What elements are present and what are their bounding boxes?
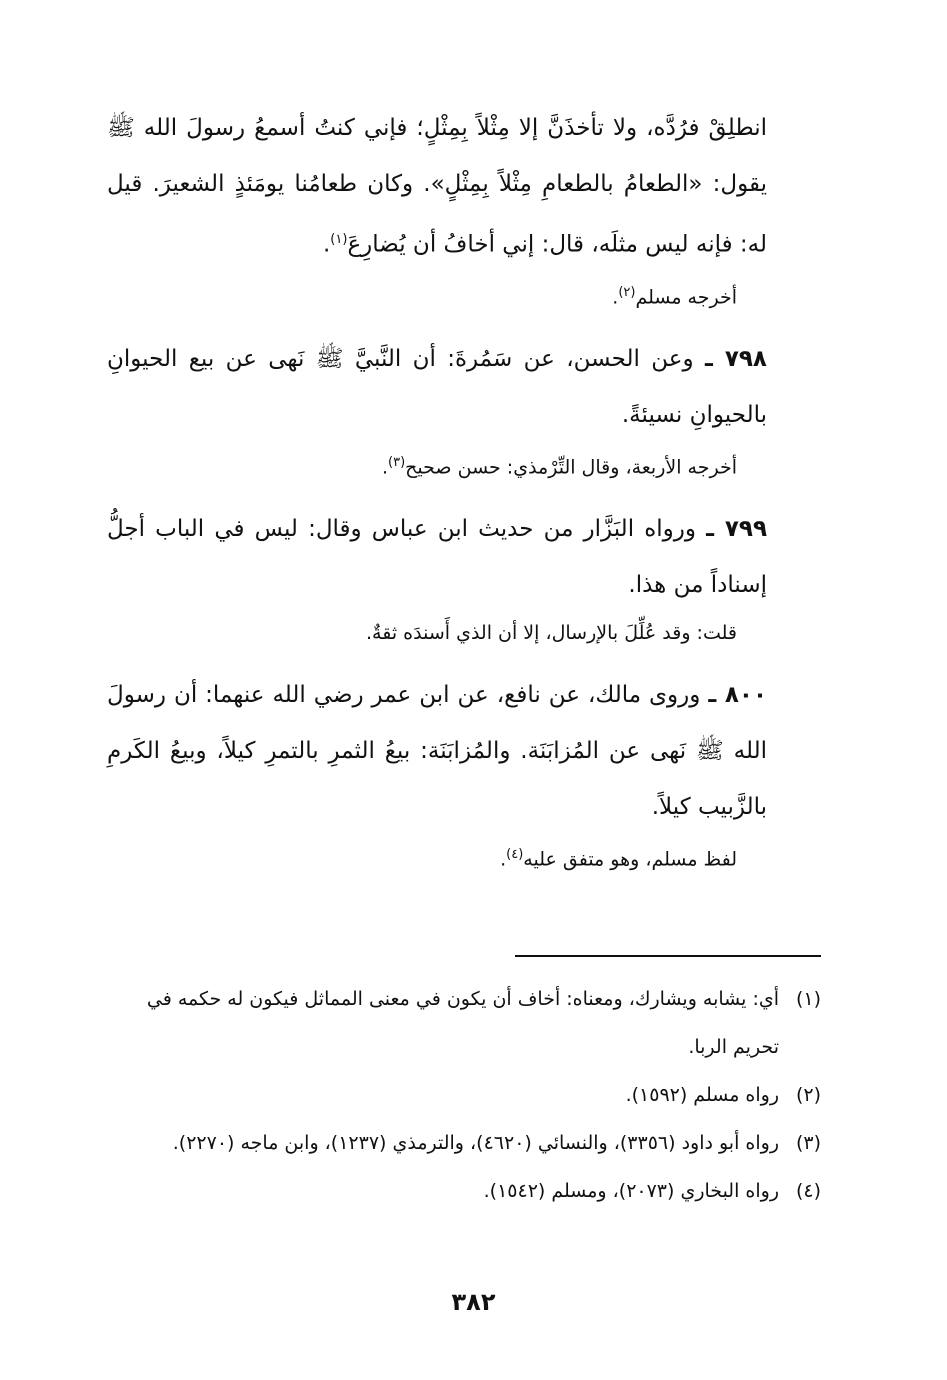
footnote-1 [121, 975, 821, 1071]
footnote-ref-4[interactable]: (٤) [506, 847, 524, 863]
hadith-number: ٧٩٩ ـ [706, 516, 767, 543]
paragraph-text: انطلِقْ فرُدَّه، ولا تأخذَنَّ إلا مِثْلاً بِمِثْلٍ؛ فإني كنتُ أسمعُ رسولَ الله ﷺ يقول: «الطعامُ بالطعامِ مِثْلاً بِمِثْلٍ». وكان طعامُنا يومَئذٍ الشعيرَ. قيل له: فإنه ليس مثلَه، قال: إني أخافُ أن يُضارِعَ [107, 115, 767, 258]
footnote-text: رواه مسلم (١٥٩٢). [625, 1084, 779, 1106]
note-end: . [381, 456, 389, 479]
footnotes [121, 975, 821, 1215]
footnote-text: رواه أبو داود (٣٣٥٦)، والنسائي (٤٦٢٠)، والترمذي (١٢٣٧)، وابن ماجه (٢٢٧٠). [172, 1132, 779, 1154]
hadith-text: ورواه البَزَّار من حديث ابن عباس وقال: ليس في الباب أجلُّ إسناداً من هذا. [107, 516, 767, 599]
note-end: . [500, 848, 507, 871]
spacer [107, 487, 767, 501]
footnote-number: (٣) [795, 1132, 821, 1154]
note-text: قلت: وقد عُلِّلَ بالإرسال، إلا أن الذي أَسندَه ثقةٌ. [366, 622, 737, 645]
footnote-3 [121, 1119, 821, 1167]
footnote-number: (١) [795, 988, 821, 1010]
spacer [107, 317, 767, 331]
note-text: أخرجه الأربعة، وقال التِّرْمذي: حسن صحيح [405, 456, 737, 479]
hadith-798 [107, 331, 767, 443]
takhrij-note-1 [107, 273, 737, 317]
takhrij-note-4 [107, 835, 737, 879]
hadith-number: ٨٠٠ ـ [708, 682, 767, 709]
footnote-ref-1[interactable]: (١) [330, 232, 348, 247]
paragraph-hadith-797-continued [107, 100, 767, 273]
footnote-text: أي: يشابه ويشارك، ومعناه: أخاف أن يكون في معنى المماثل فيكون له حكمه في تحريم الربا. [146, 988, 779, 1058]
hadith-number: ٧٩٨ ـ [704, 345, 767, 372]
takhrij-note-2 [107, 443, 737, 487]
page-number: ٣٨٢ [451, 1288, 496, 1316]
hadith-800 [107, 667, 767, 835]
footnote-number: (٢) [795, 1084, 821, 1106]
paragraph-end: . [322, 231, 331, 258]
note-end: . [612, 285, 619, 308]
note-text: أخرجه مسلم [635, 285, 737, 308]
hadith-text: وعن الحسن، عن سَمُرةَ: أن النَّبيَّ ﷺ نَهى عن بيع الحيوانِ بالحيوانِ نسيئةً. [107, 345, 767, 428]
footnote-2 [121, 1071, 821, 1119]
hadith-text: وروى مالك، عن نافع، عن ابن عمر رضي الله عنهما: أن رسولَ الله ﷺ نَهى عن المُزابَنَة. والمُزابَنَة: بيعُ الثمرِ بالتمرِ كيلاً، وبيعُ الكَرمِ بالزَّبيب كيلاً. [107, 682, 767, 821]
footnote-text: رواه البخاري (٢٠٧٣)، ومسلم (١٥٤٢). [483, 1180, 779, 1202]
main-text [107, 100, 767, 880]
footnote-number: (٤) [795, 1180, 821, 1202]
note-text: لفظ مسلم، وهو متفق عليه [523, 848, 737, 871]
footnote-ref-2[interactable]: (٢) [618, 284, 636, 300]
spacer [107, 653, 767, 667]
footnote-separator [515, 955, 821, 957]
commentary-note [107, 613, 737, 653]
footnote-4 [121, 1167, 821, 1215]
footnote-ref-3[interactable]: (٣) [388, 454, 406, 470]
hadith-799 [107, 501, 767, 613]
